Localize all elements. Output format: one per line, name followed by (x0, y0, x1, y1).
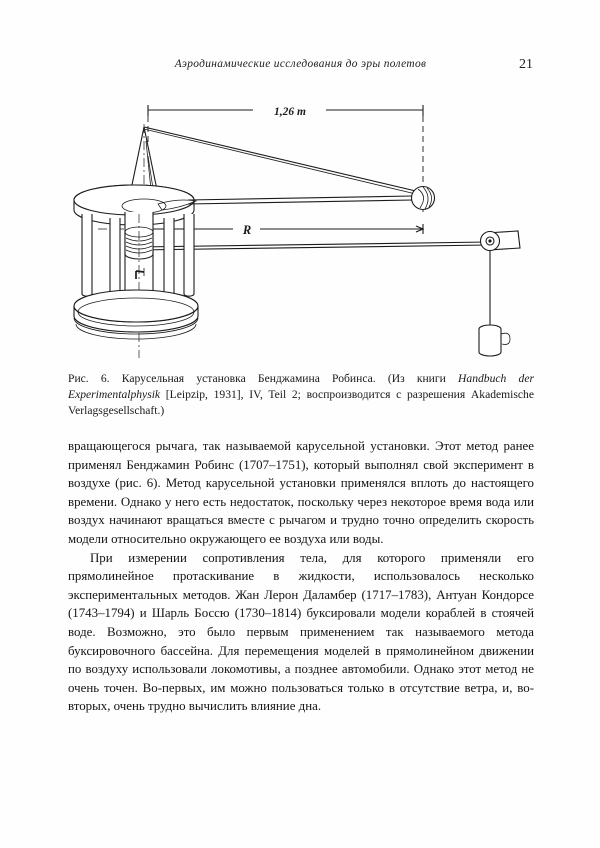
figure-whirling-arm-apparatus (68, 96, 533, 364)
stepped-base (74, 290, 198, 339)
central-drum (125, 212, 153, 358)
label-top-dimension: 1,26 m (274, 106, 306, 118)
running-head-title: Аэродинамические исследования до эры полетов (174, 58, 427, 70)
figure-caption (68, 371, 534, 420)
pulley (481, 231, 521, 251)
body-text (68, 437, 534, 716)
caption-text-1: Карусельная установка Бенджамина Робинса. (Из книги (109, 372, 459, 385)
guy-wire (144, 127, 420, 192)
sphere-test-body (412, 187, 435, 210)
page-number: 21 (519, 57, 533, 72)
caption-italic-title: Handbuch der Experimentalphysik (68, 372, 534, 402)
whirling-arm (188, 196, 413, 204)
caption-text-2: [Leipzip, 1931], IV, Teil 2; воспроизводится с разрешения Akademische Verlagsgesellschaft.) (68, 388, 534, 418)
label-radius: R (242, 223, 252, 237)
paragraph-1: вращающегося рычага, так называемой карусельной установки. Этот метод ранее применял Бенджамин Робинс (1707–1751), который выполнял свой эксперимент в воздухе (рис. 6). Метод карусельной установки применялся вплоть до настоящего времени. Однако у него есть недостаток, поскольку через некоторое время вода или воздух начинают вращаться вместе с рычагом и трудно точно определить скорость модели относительно окружающего ее воздуха или воды. (68, 439, 534, 546)
caption-prefix: Рис. 6. (68, 372, 110, 385)
running-head (68, 58, 533, 70)
paragraph-2: При измерении сопротивления тела, для которого применяли его прямолинейное протаскивание в жидкости, использовалось несколько экспериментальных методов. Жан Лерон Даламбер (1717–1783), Антуан Кондорсе (1743–1794) и Шарль Боссю (1730–1814) буксировали модели кораблей в стоячей воде. Возможно, это было первым применением так называемого метода буксировочного бассейна. Для перемещения моделей в прямолинейном движении по воздуху использовали локомотивы, а позднее автомобили. Однако этот метод не очень точен. Во-первых, им можно пользоваться только в отсутствие ветра, и, во-вторых, очень трудно вычислить влияние дна. (68, 550, 534, 714)
hanging-weight (479, 325, 510, 356)
